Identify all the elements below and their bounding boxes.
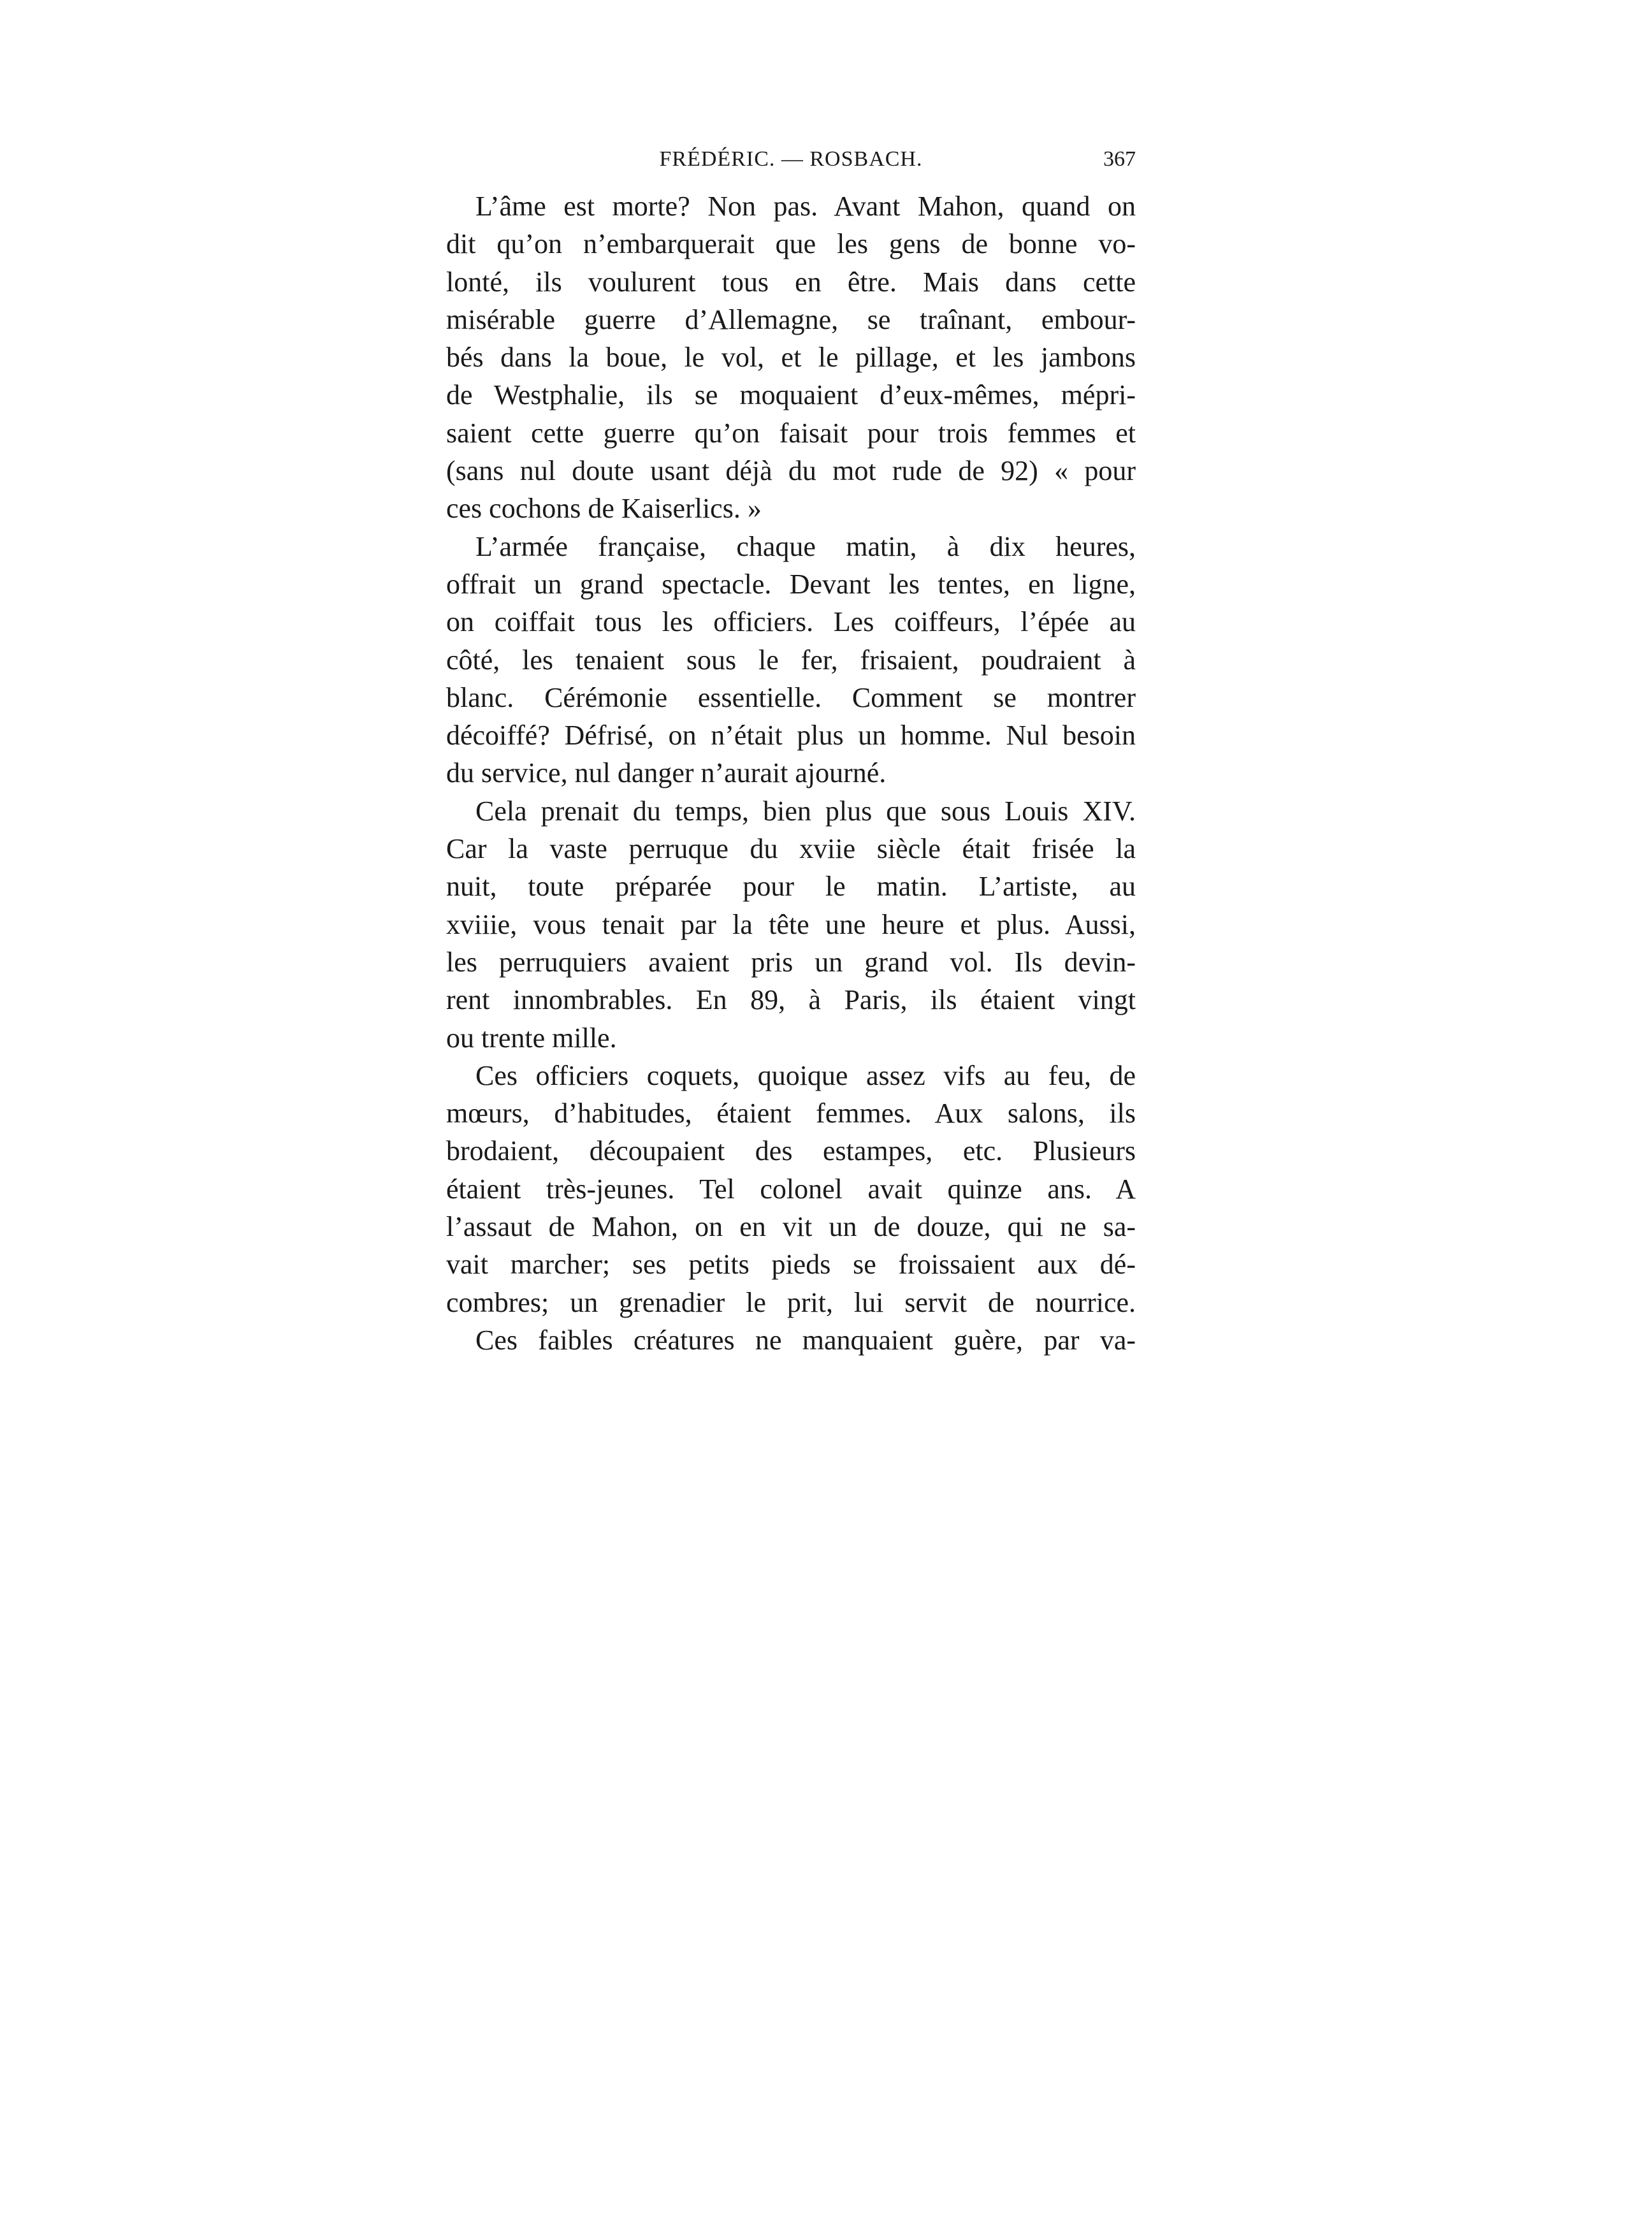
text-line: lonté, ils voulurent tous en être. Mais dans cette — [446, 266, 1136, 298]
text-line: Ces faibles créatures ne manquaient guère, par va- — [475, 1324, 1136, 1356]
text-line: ou trente mille. — [446, 1022, 617, 1054]
text-line: saient cette guerre qu’on faisait pour trois femmes et — [446, 417, 1136, 449]
text-line: offrait un grand spectacle. Devant les tentes, en ligne, — [446, 568, 1136, 600]
text-line: xviiie, vous tenait par la tête une heure et plus. Aussi, — [446, 908, 1136, 940]
running-title: FRÉDÉRIC. — ROSBACH. — [659, 147, 923, 171]
text-line: combres; un grenadier le prit, lui servit de nourrice. — [446, 1286, 1136, 1318]
text-line: L’âme est morte? Non pas. Avant Mahon, quand on — [475, 191, 1136, 222]
running-header — [446, 143, 1136, 175]
text-line: l’assaut de Mahon, on en vit un de douze, qui ne sa- — [446, 1211, 1136, 1243]
text-line: les perruquiers avaient pris un grand vol. Ils devin- — [446, 946, 1136, 978]
text-line: vait marcher; ses petits pieds se froissaient aux dé- — [446, 1249, 1136, 1281]
text-line: misérable guerre d’Allemagne, se traînant, embour- — [446, 303, 1136, 335]
text-line: on coiffait tous les officiers. Les coiffeurs, l’épée au — [446, 606, 1136, 638]
text-line: décoiffé? Défrisé, on n’était plus un homme. Nul besoin — [446, 720, 1136, 751]
text-line: étaient très-jeunes. Tel colonel avait quinze ans. A — [446, 1173, 1136, 1205]
text-line: dit qu’on n’embarquerait que les gens de bonne vo- — [446, 228, 1136, 260]
text-line: Car la vaste perruque du xviie siècle était frisée la — [446, 833, 1136, 865]
text-line: L’armée française, chaque matin, à dix heures, — [475, 530, 1136, 562]
text-line: ces cochons de Kaiserlics. » — [446, 493, 762, 525]
text-line: côté, les tenaient sous le fer, frisaient, poudraient à — [446, 644, 1136, 676]
text-line: rent innombrables. En 89, à Paris, ils étaient vingt — [446, 984, 1136, 1016]
text-line: (sans nul doute usant déjà du mot rude de 92) « pour — [446, 455, 1136, 487]
text-line: Cela prenait du temps, bien plus que sous Louis XIV. — [475, 795, 1136, 827]
text-line: blanc. Cérémonie essentielle. Comment se montrer — [446, 681, 1136, 713]
page-number: 367 — [1103, 147, 1136, 171]
text-line: du service, nul danger n’aurait ajourné. — [446, 757, 887, 789]
body-text — [446, 187, 1136, 1359]
text-line: mœurs, d’habitudes, étaient femmes. Aux salons, ils — [446, 1098, 1136, 1129]
text-line: bés dans la boue, le vol, et le pillage, et les jambons — [446, 342, 1136, 374]
text-line: de Westphalie, ils se moquaient d’eux-mêmes, mépri- — [446, 379, 1136, 411]
text-line: nuit, toute préparée pour le matin. L’artiste, au — [446, 871, 1136, 903]
text-line: brodaient, découpaient des estampes, etc. Plusieurs — [446, 1135, 1136, 1167]
text-line: Ces officiers coquets, quoique assez vifs au feu, de — [475, 1059, 1136, 1091]
